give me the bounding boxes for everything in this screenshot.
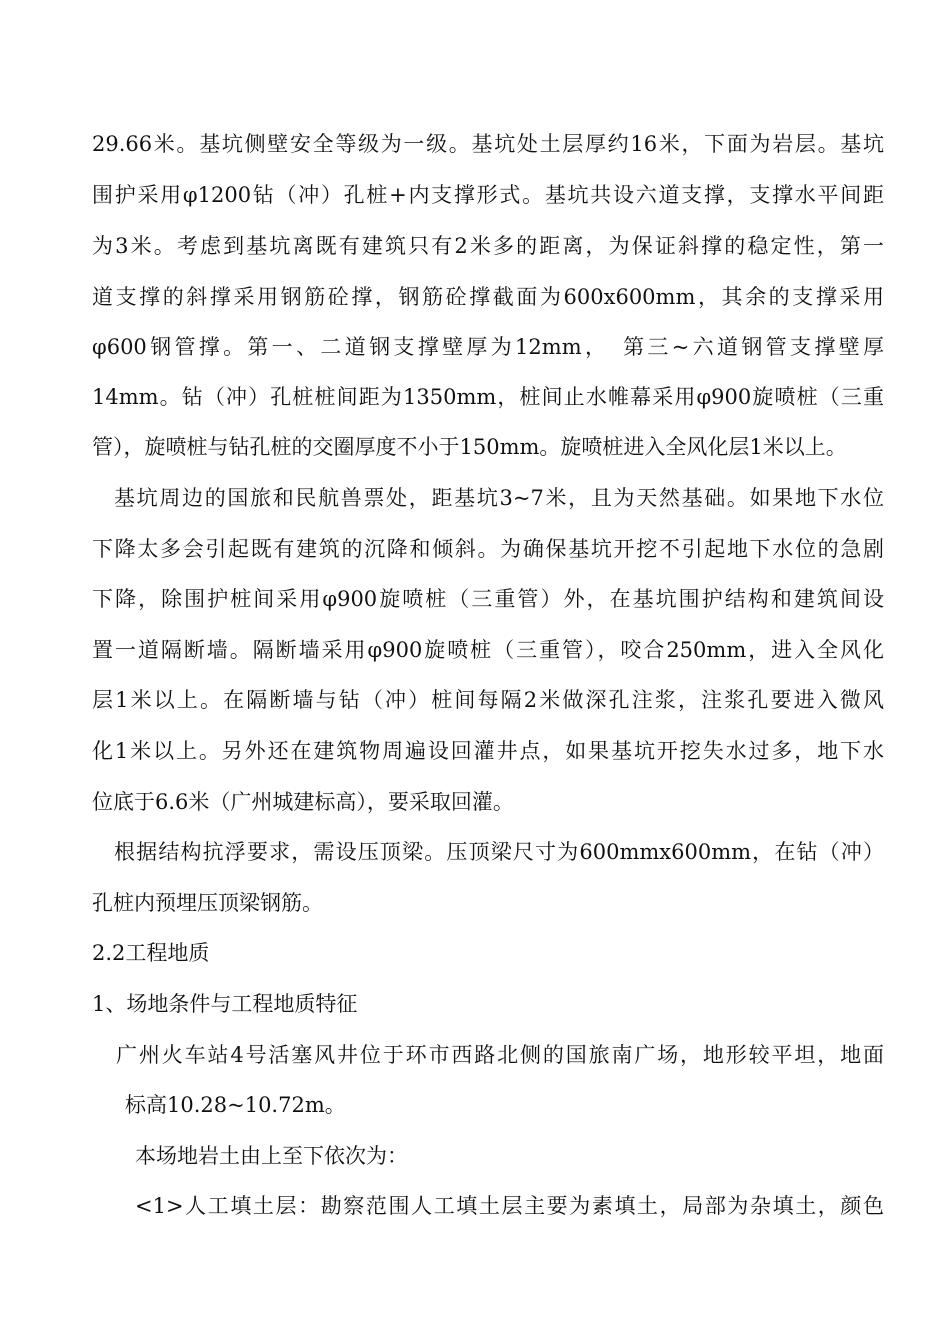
- section-heading: 2.2工程地质: [92, 941, 210, 965]
- body-text-line: 广州火车站4号活塞风井位于环市西路北侧的国旅南广场，地形较平坦，地面: [116, 1043, 884, 1067]
- body-text-line: 标高10.28~10.72m。: [125, 1093, 346, 1117]
- body-text-line: 14mm。钻（冲）孔桩桩间距为1350mm，桩间止水帷幕采用φ900旋喷桩（三重: [92, 385, 884, 409]
- body-text-line: 围护采用φ1200钻（冲）孔桩+内支撑形式。基坑共设六道支撑，支撑水平间距: [92, 183, 884, 207]
- body-text-line: 道支撑的斜撑采用钢筋砼撑，钢筋砼撑截面为600x600mm，其余的支撑采用: [92, 285, 884, 309]
- body-text-line: 根据结构抗浮要求，需设压顶梁。压顶梁尺寸为600mmx600mm，在钻（冲）: [114, 840, 884, 864]
- body-text-line: 置一道隔断墙。隔断墙采用φ900旋喷桩（三重管），咬合250mm，进入全风化: [92, 638, 884, 662]
- body-text-line: 为3米。考虑到基坑离既有建筑只有2米多的距离，为保证斜撑的稳定性，第一: [92, 234, 884, 258]
- body-text-line: 位底于6.6米（广州城建标高），要采取回灌。: [92, 790, 514, 814]
- body-text-line: 基坑周边的国旅和民航兽票处，距基坑3~7米，且为天然基础。如果地下水位: [114, 486, 884, 510]
- body-text-line: 管），旋喷桩与钻孔桩的交圈厚度不小于150mm。旋喷桩进入全风化层1米以上。: [92, 435, 847, 459]
- body-text-line: 化1米以上。另外还在建筑物周遍设回灌井点，如果基坑开挖失水过多，地下水: [92, 739, 884, 763]
- body-text-line: 孔桩内预埋压顶梁钢筋。: [92, 891, 323, 915]
- body-text-line: 29.66米。基坑侧壁安全等级为一级。基坑处土层厚约16米，下面为岩层。基坑: [92, 132, 884, 156]
- subsection-heading: 1、场地条件与工程地质特征: [92, 992, 358, 1016]
- body-text-line: φ600钢管撑。第一、二道钢支撑壁厚为12mm， 第三~六道钢管支撑壁厚: [92, 335, 884, 359]
- body-text-line: <1>人工填土层：勘察范围人工填土层主要为素填土，局部为杂填土，颜色: [135, 1194, 884, 1218]
- body-text-line: 本场地岩土由上至下依次为：: [135, 1144, 408, 1168]
- body-text-line: 层1米以上。在隔断墙与钻（冲）桩间每隔2米做深孔注浆，注浆孔要进入微风: [92, 688, 884, 712]
- body-text-line: 下降太多会引起既有建筑的沉降和倾斜。为确保基坑开挖不引起地下水位的急剧: [92, 537, 884, 561]
- body-text-line: 下降，除围护桩间采用φ900旋喷桩（三重管）外，在基坑围护结构和建筑间设: [92, 587, 884, 611]
